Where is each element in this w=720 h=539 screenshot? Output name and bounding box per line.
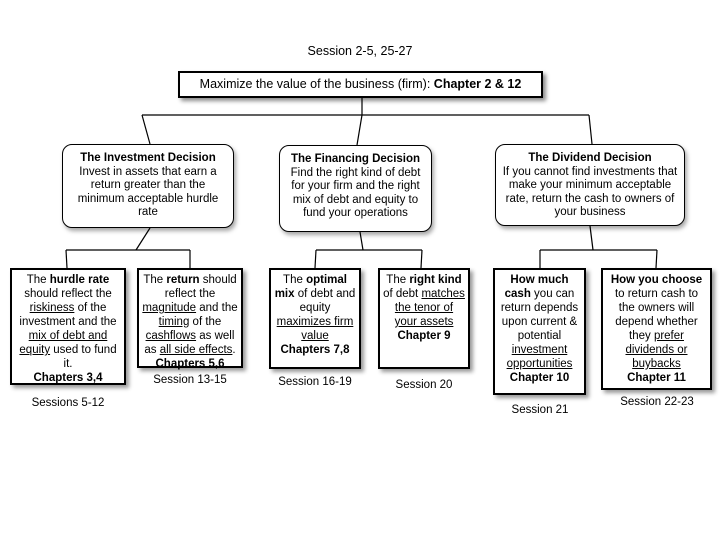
investment-decision-box	[62, 144, 234, 228]
financing-decision-box	[279, 145, 432, 232]
dividend-decision-body: If you cannot find investments that make your minimum acceptable rate, return the cash to owners of your business	[502, 165, 678, 219]
hurdle-rate-box: The hurdle rate should reflect the riskiness of the investment and the mix of debt and equity used to fund it. Chapters 3,4	[10, 268, 126, 385]
right-kind-debt-box: The right kind of debt matches the tenor of your assets Chapter 9	[378, 268, 470, 369]
financing-decision-body: Find the right kind of debt for your firm and the right mix of debt and equity to fund your operations	[290, 166, 421, 220]
investment-decision-title: The Investment Decision	[80, 152, 216, 164]
how-much-cash-box: How much cash you can return depends upon current & potential investment opportunities Chapter 10	[493, 268, 586, 395]
session-label-hurdle-rate: Sessions 5-12	[31, 397, 105, 409]
session-label-how-you-choose: Session 22-23	[620, 396, 694, 408]
session-label-how-much-cash: Session 21	[511, 404, 569, 416]
session-range-label: Session 2-5, 25-27	[307, 44, 413, 58]
dividend-decision-box	[495, 144, 685, 226]
optimal-mix-box: The optimal mix of debt and equity maximizes firm value Chapters 7,8	[269, 268, 361, 369]
session-label-right-kind-debt: Session 20	[395, 379, 453, 391]
investment-decision-body: Invest in assets that earn a return greater than the minimum acceptable hurdle rate	[77, 165, 219, 219]
session-label-optimal-mix: Session 16-19	[278, 376, 352, 388]
return-box: The return should reflect the magnitude and the timing of the cashflows as well as all side effects. Chapters 5,6	[137, 268, 243, 368]
dividend-decision-title: The Dividend Decision	[528, 152, 652, 164]
financing-decision-title: The Financing Decision	[290, 153, 421, 165]
session-label-return: Session 13-15	[153, 374, 227, 386]
how-you-choose-box: How you choose to return cash to the owners will depend whether they prefer dividends or buybacks Chapter 11	[601, 268, 712, 390]
objective-box: Maximize the value of the business (firm): Chapter 2 & 12	[178, 71, 543, 98]
